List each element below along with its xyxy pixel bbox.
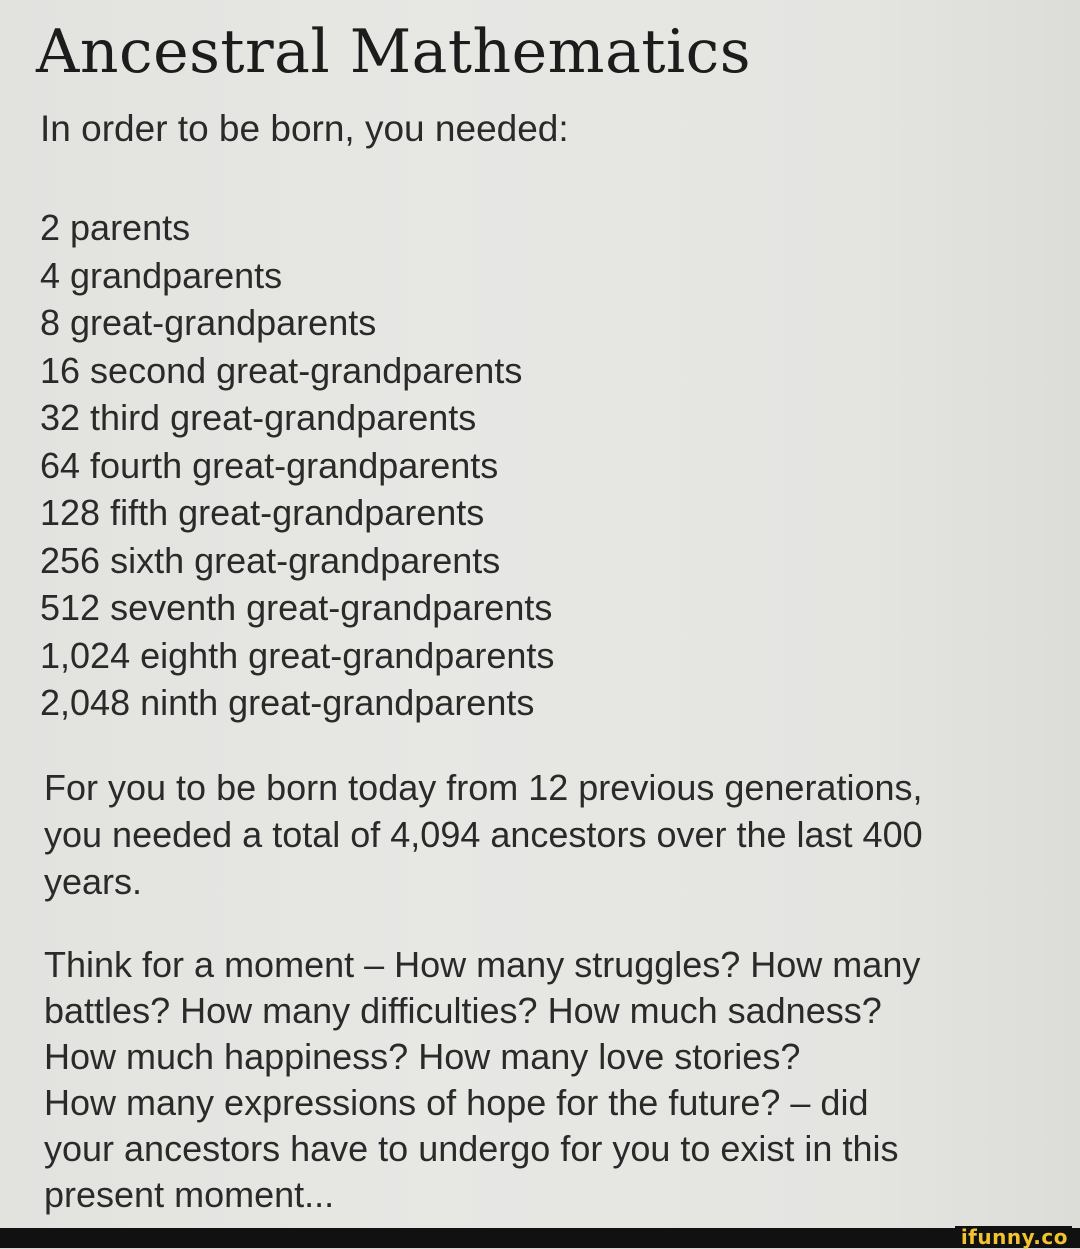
list-item: 512 seventh great-grandparents [40,587,553,628]
list-item: 4 grandparents [40,254,283,296]
footer-bar [0,1228,1080,1248]
reflection-paragraph: Think for a moment – How many struggles? How many battles? How many difficulties? How much sadness? How much happiness? How many love stories? How many expressions of hope for the future? – did your ancestors have to undergo for you to exist in this present moment... [44,944,921,1215]
list-item: 64 fourth great-grandparents [40,444,499,486]
list-item: 1,024 eighth great-grandparents [40,634,555,676]
list-item: 256 sixth great-grandparents [40,539,501,581]
intro-text: In order to be born, you needed: [40,108,569,149]
list-item: 8 great-grandparents [40,302,377,343]
list-item: 32 third great-grandparents [40,397,477,438]
list-item: 2,048 ninth great-grandparents [40,682,535,723]
list-item: 128 fifth great-grandparents [40,492,485,533]
list-item: 2 parents [40,207,191,248]
total-ancestors-paragraph: For you to be born today from 12 previous generations, you needed a total of 4,094 ancestors over the last 400 years. [44,767,923,902]
ancestor-list [40,204,554,727]
page-title: Ancestral Mathematics [36,17,752,87]
ifunny-watermark: ifunny.co [955,1226,1072,1248]
list-item: 16 second great-grandparents [40,349,523,391]
